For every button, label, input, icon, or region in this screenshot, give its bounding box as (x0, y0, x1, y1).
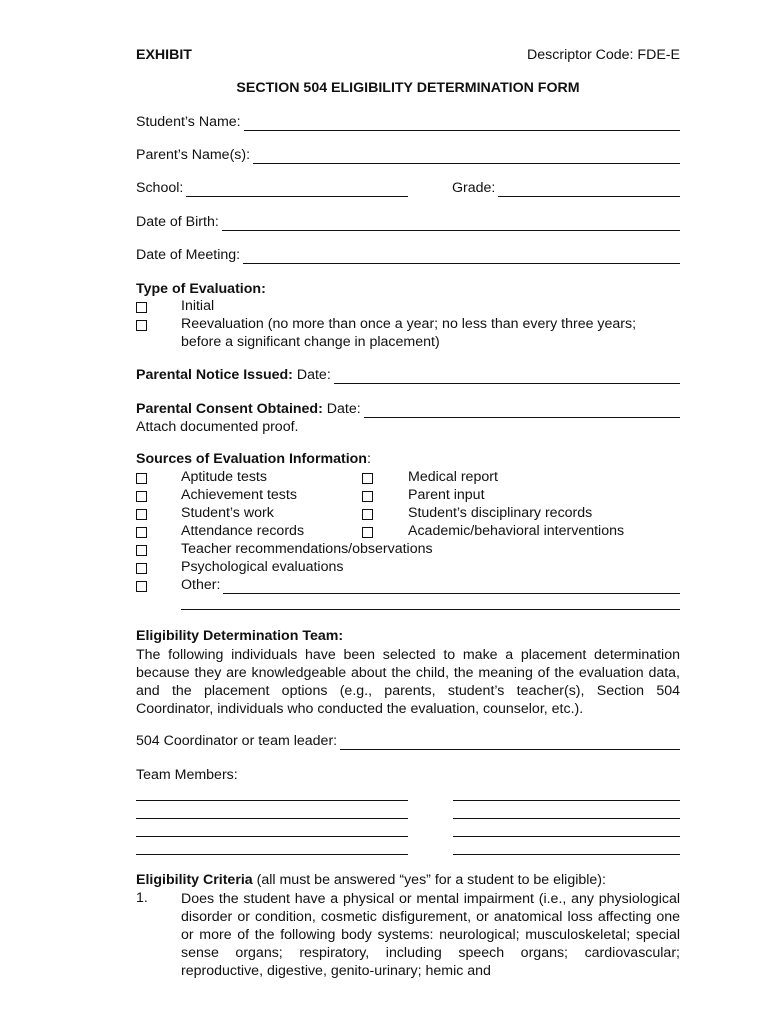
aptitude-tests-checkbox[interactable] (136, 473, 147, 484)
criteria-item-number: 1. (136, 890, 148, 906)
team-member-line[interactable] (453, 854, 680, 855)
initial-checkbox[interactable] (136, 302, 147, 313)
team-member-line[interactable] (453, 818, 680, 819)
parent-input-checkbox[interactable] (362, 491, 373, 502)
criteria-heading: Eligibility Criteria (all must be answered “yes” for a student to be eligible): (136, 872, 606, 888)
dob-field[interactable] (136, 214, 680, 231)
achievement-tests-checkbox[interactable] (136, 491, 147, 502)
medical-report-checkbox[interactable] (362, 473, 373, 484)
grade-field[interactable] (452, 180, 680, 197)
source-label: Achievement tests (181, 487, 297, 503)
team-member-line[interactable] (136, 818, 408, 819)
parental-notice-date-label: Date: (296, 367, 331, 383)
form-title: SECTION 504 ELIGIBILITY DETERMINATION FORM (236, 80, 580, 96)
student-name-field[interactable] (136, 114, 680, 131)
team-paragraph: The following individuals have been selected to make a placement determination because they are knowledgeable about the child, the meaning of the evaluation data, and the placement options (e.g., parents, student’s teacher(s), Section 504 Coordinator, individuals who conducted the evaluation, counselor, etc.). (136, 647, 680, 717)
parent-names-field[interactable] (136, 147, 680, 164)
team-members-label: Team Members: (136, 767, 238, 783)
source-label: Psychological evaluations (181, 559, 344, 575)
evaluation-type-heading: Type of Evaluation: (136, 281, 266, 297)
attendance-records-checkbox[interactable] (136, 527, 147, 538)
psychological-evaluations-checkbox[interactable] (136, 563, 147, 574)
source-label: Attendance records (181, 523, 305, 539)
other-field[interactable] (181, 577, 680, 594)
coordinator-label: 504 Coordinator or team leader: (136, 733, 338, 749)
source-label: Teacher recommendations/observations (181, 541, 433, 557)
school-label: School: (136, 180, 184, 196)
coordinator-field[interactable] (136, 733, 680, 750)
parental-consent-field[interactable] (136, 401, 680, 418)
team-member-line[interactable] (453, 800, 680, 801)
parental-consent-date-label: Date: (326, 401, 361, 417)
other-checkbox[interactable] (136, 581, 147, 592)
meeting-date-line[interactable] (243, 250, 680, 264)
student-name-label: Student’s Name: (136, 114, 241, 130)
meeting-date-label: Date of Meeting: (136, 247, 241, 263)
sources-heading: Sources of Evaluation Information: (136, 451, 371, 467)
source-label: Student’s disciplinary records (408, 505, 593, 521)
parental-consent-date-line[interactable] (364, 404, 680, 418)
initial-label: Initial (181, 298, 215, 314)
school-line[interactable] (186, 183, 408, 197)
parental-notice-date-line[interactable] (334, 370, 680, 384)
team-member-line[interactable] (453, 836, 680, 837)
parental-notice-field[interactable] (136, 367, 680, 384)
parent-names-line[interactable] (253, 150, 680, 164)
parent-names-label: Parent’s Name(s): (136, 147, 251, 163)
descriptor-code: Descriptor Code: FDE-E (527, 47, 680, 63)
team-member-line[interactable] (136, 836, 408, 837)
teacher-recommendations-checkbox[interactable] (136, 545, 147, 556)
grade-line[interactable] (498, 183, 680, 197)
meeting-date-field[interactable] (136, 247, 680, 264)
exhibit-label: EXHIBIT (136, 47, 192, 63)
reevaluation-label: Reevaluation (no more than once a year; no less than every three years; (181, 316, 637, 332)
other-line[interactable] (223, 580, 680, 594)
attach-proof-note: Attach documented proof. (136, 419, 299, 435)
parental-notice-label: Parental Notice Issued: (136, 367, 293, 383)
grade-label: Grade: (452, 180, 496, 196)
coordinator-line[interactable] (340, 736, 680, 750)
students-work-checkbox[interactable] (136, 509, 147, 520)
other-line-2[interactable] (181, 609, 680, 610)
dob-label: Date of Birth: (136, 214, 219, 230)
dob-line[interactable] (222, 217, 680, 231)
source-label: Parent input (408, 487, 485, 503)
team-heading: Eligibility Determination Team: (136, 628, 344, 644)
source-label: Medical report (408, 469, 498, 485)
team-member-line[interactable] (136, 854, 408, 855)
parental-consent-label: Parental Consent Obtained: (136, 401, 323, 417)
criteria-item-1: Does the student have a physical or mental impairment (i.e., any physiological disorder or condition, cosmetic disfigurement, or anatomical loss affecting one or more of the following body systems: neurological; musculoskeletal; special sense organs; respiratory, including speech organs; cardiovascular; reproductive, digestive, genito-urinary; hemic and (181, 891, 680, 979)
student-name-line[interactable] (244, 117, 680, 131)
source-label: Student’s work (181, 505, 274, 521)
reevaluation-checkbox[interactable] (136, 320, 147, 331)
other-label: Other: (181, 577, 221, 593)
source-label: Academic/behavioral interventions (408, 523, 625, 539)
disciplinary-records-checkbox[interactable] (362, 509, 373, 520)
interventions-checkbox[interactable] (362, 527, 373, 538)
source-label: Aptitude tests (181, 469, 267, 485)
team-member-line[interactable] (136, 800, 408, 801)
school-field[interactable] (136, 180, 408, 197)
